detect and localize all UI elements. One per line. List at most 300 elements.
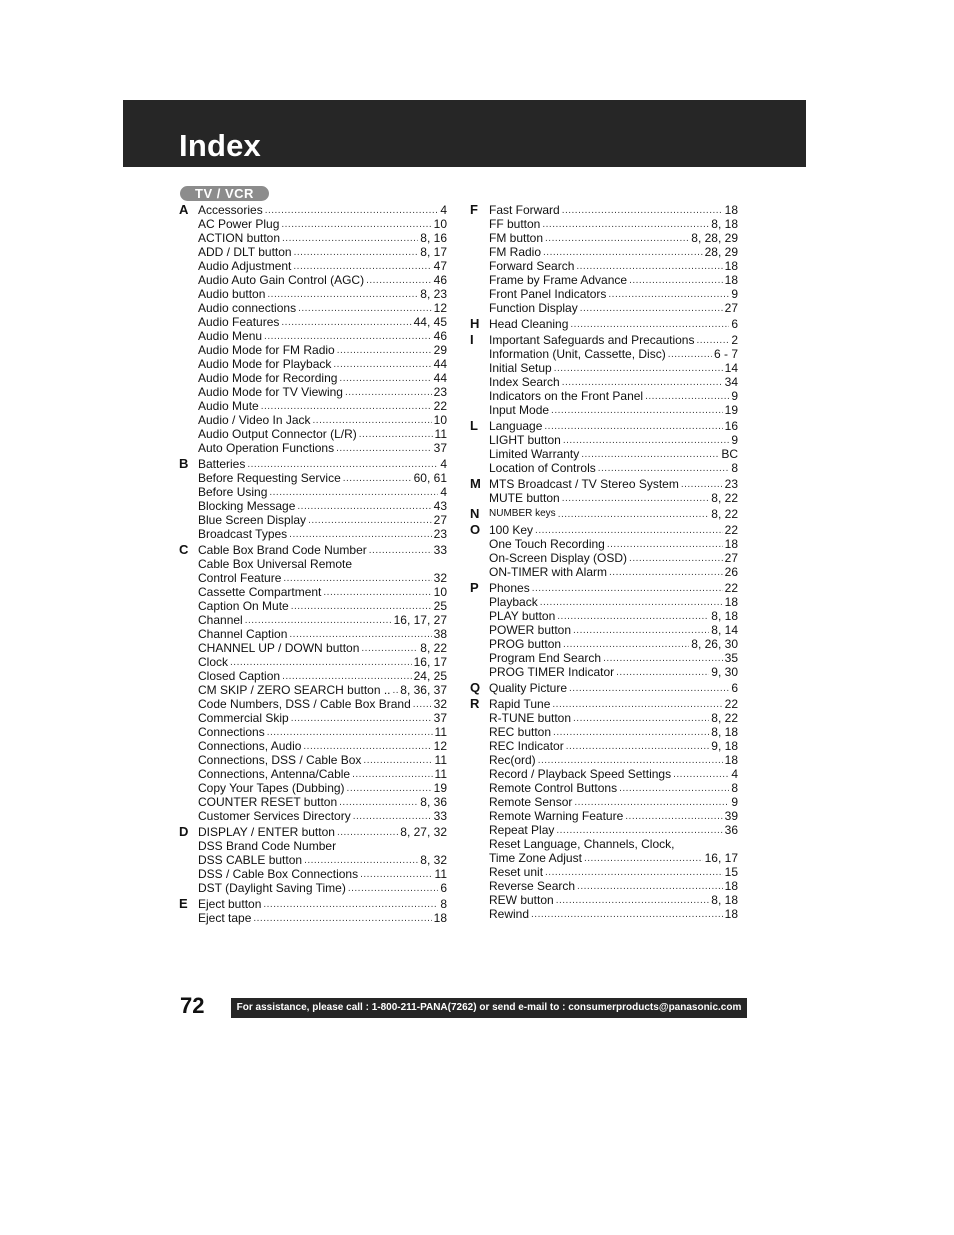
- entry-term: One Touch Recording: [489, 537, 605, 551]
- entry-term: LIGHT button: [489, 433, 561, 447]
- entry-term: Program End Search: [489, 651, 602, 665]
- entry-page: 37: [433, 711, 447, 725]
- entry-term: FM Radio: [489, 245, 542, 259]
- entry-term: Code Numbers, DSS / Cable Box Brand: [198, 697, 411, 711]
- entry-term: Eject button: [198, 897, 262, 911]
- index-entry: [198, 853, 447, 867]
- dot-leader: [247, 459, 438, 471]
- entry-term: Copy Your Tapes (Dubbing): [198, 781, 345, 795]
- dot-leader: [304, 855, 418, 867]
- entry-term: Rec(ord): [489, 753, 536, 767]
- index-entry: [489, 537, 738, 551]
- dot-leader: [298, 303, 432, 315]
- letter-group-c: [179, 543, 447, 823]
- entry-page: 8: [731, 461, 738, 475]
- entry-term: Closed Caption: [198, 669, 281, 683]
- entry-page: 18: [724, 273, 738, 287]
- entry-term: Blocking Message: [198, 499, 296, 513]
- dot-leader: [608, 289, 729, 301]
- dot-leader: [323, 587, 431, 599]
- entry-term: Audio Mode for Playback: [198, 357, 332, 371]
- entry-term: Playback: [489, 595, 538, 609]
- index-entry: [489, 317, 738, 331]
- index-entry: [489, 523, 738, 537]
- index-entry: [489, 637, 738, 651]
- dot-leader: [336, 443, 432, 455]
- dot-leader: [253, 913, 431, 925]
- letter-group-e: [179, 897, 447, 925]
- index-entry: [198, 273, 447, 287]
- entry-page: 34: [724, 375, 738, 389]
- entry-page: 9: [731, 433, 738, 447]
- entry-page: 44: [433, 371, 447, 385]
- entry-page: 8, 18: [711, 893, 738, 907]
- dot-leader: [265, 205, 439, 217]
- index-entry: [489, 809, 738, 823]
- dot-leader: [545, 233, 689, 245]
- entry-term: Audio Features: [198, 315, 280, 329]
- index-entry: [489, 287, 738, 301]
- dot-leader: [566, 741, 710, 753]
- index-letter: L: [470, 418, 478, 433]
- entry-page: 32: [433, 571, 447, 585]
- index-entry: [198, 627, 447, 641]
- index-entry: [489, 767, 738, 781]
- dot-leader: [545, 867, 723, 879]
- index-entry: [489, 333, 738, 347]
- index-entry: [489, 477, 738, 491]
- dot-leader: [629, 553, 723, 565]
- entry-term: DSS CABLE button: [198, 853, 303, 867]
- entry-page: 11: [434, 725, 447, 739]
- entry-term: Head Cleaning: [489, 317, 569, 331]
- index-entry: [489, 375, 738, 389]
- entry-term: Connections: [198, 725, 265, 739]
- entry-term: Information (Unit, Cassette, Disc): [489, 347, 666, 361]
- entry-term: Quality Picture: [489, 681, 568, 695]
- index-column-left: [179, 203, 447, 927]
- letter-group-d: [179, 825, 447, 895]
- dot-leader: [360, 869, 432, 881]
- entry-page: 32: [433, 697, 447, 711]
- entry-page: 4: [731, 767, 738, 781]
- index-entry: [489, 795, 738, 809]
- index-entry: [198, 457, 447, 471]
- dot-leader: [607, 539, 723, 551]
- index-entry: [489, 725, 738, 739]
- index-entry: [198, 513, 447, 527]
- dot-leader: [609, 567, 723, 579]
- page-number: 72: [180, 993, 205, 1018]
- dot-leader: [281, 219, 431, 231]
- dot-leader: [339, 797, 418, 809]
- entry-term: Customer Services Directory: [198, 809, 351, 823]
- dot-leader: [297, 501, 431, 513]
- dot-leader: [230, 657, 412, 669]
- entry-page: 19: [724, 403, 738, 417]
- index-entry: [198, 753, 447, 767]
- letter-group-r: [470, 697, 738, 921]
- index-entry: [489, 739, 738, 753]
- entry-term: Audio Menu: [198, 329, 263, 343]
- index-entry: [198, 343, 447, 357]
- letter-group-l: [470, 419, 738, 475]
- entry-page: 9, 18: [711, 739, 738, 753]
- entry-page: 4: [440, 457, 447, 471]
- entry-term: Repeat Play: [489, 823, 555, 837]
- index-letter: E: [179, 896, 188, 911]
- index-entry: [489, 865, 738, 879]
- entry-term: Batteries: [198, 457, 246, 471]
- index-letter: Q: [470, 680, 481, 695]
- entry-page: 11: [434, 753, 447, 767]
- entry-term: MTS Broadcast / TV Stereo System: [489, 477, 679, 491]
- index-entry: [489, 491, 738, 505]
- entry-page: 22: [724, 697, 738, 711]
- entry-page: 18: [724, 259, 738, 273]
- index-letter: H: [470, 316, 480, 331]
- entry-page: 27: [724, 551, 738, 565]
- index-entry: [489, 301, 738, 315]
- entry-page: 60, 61: [413, 471, 447, 485]
- entry-page: 8, 22: [711, 711, 738, 725]
- entry-page: 8, 22: [420, 641, 447, 655]
- index-entry: [198, 809, 447, 823]
- dot-leader: [681, 479, 723, 491]
- entry-term: On-Screen Display (OSD): [489, 551, 628, 565]
- entry-page: 11: [434, 767, 447, 781]
- entry-term: Important Safeguards and Precautions: [489, 333, 695, 347]
- entry-page: 46: [433, 329, 447, 343]
- index-entry: [489, 447, 738, 461]
- entry-term: Connections, Antenna/Cable: [198, 767, 351, 781]
- entry-term: Before Using: [198, 485, 268, 499]
- dot-leader: [573, 625, 709, 637]
- index-entry: [489, 753, 738, 767]
- entry-term: FF button: [489, 217, 541, 231]
- entry-term: Limited Warranty: [489, 447, 580, 461]
- entry-page: 8, 18: [711, 609, 738, 623]
- entry-page: 11: [434, 427, 447, 441]
- entry-page: 23: [724, 477, 738, 491]
- dot-leader: [269, 487, 438, 499]
- index-entry: [198, 613, 447, 627]
- entry-term: Initial Setup: [489, 361, 552, 375]
- entry-page: 19: [433, 781, 447, 795]
- entry-term: Connections, DSS / Cable Box: [198, 753, 362, 767]
- dot-leader: [343, 473, 412, 485]
- entry-term: Phones: [489, 581, 530, 595]
- index-entry: [198, 329, 447, 343]
- entry-term: Rapid Tune: [489, 697, 551, 711]
- index-entry: [489, 273, 738, 287]
- dot-leader: [616, 667, 709, 679]
- index-entry: [198, 259, 447, 273]
- index-entry: [489, 403, 738, 417]
- index-entry: [489, 433, 738, 447]
- dot-leader: [562, 205, 723, 217]
- entry-page: 4: [440, 485, 447, 499]
- entry-term: Audio Adjustment: [198, 259, 292, 273]
- index-letter: D: [179, 824, 189, 839]
- entry-page: 18: [724, 595, 738, 609]
- letter-group-a: [179, 203, 447, 455]
- entry-term: Remote Warning Feature: [489, 809, 624, 823]
- index-entry: [198, 725, 447, 739]
- entry-page: 12: [433, 739, 447, 753]
- entry-term: Audio Auto Gain Control (AGC): [198, 273, 365, 287]
- entry-page: 8, 28, 29: [691, 231, 738, 245]
- entry-page: 6 - 7: [713, 347, 738, 361]
- index-entry: [489, 681, 738, 695]
- entry-page: 38: [433, 627, 447, 641]
- entry-term: 100 Key: [489, 523, 534, 537]
- dot-leader: [569, 683, 729, 695]
- entry-page: 18: [724, 537, 738, 551]
- index-entry: [489, 389, 738, 403]
- index-column-right: [470, 203, 738, 923]
- entry-term: Audio Output Connector (L/R): [198, 427, 357, 441]
- entry-page: 9: [731, 389, 738, 403]
- index-entry: [198, 739, 447, 753]
- dot-leader: [553, 727, 709, 739]
- dot-leader: [552, 699, 722, 711]
- index-entry: [198, 315, 447, 329]
- dot-leader: [540, 597, 723, 609]
- index-letter: N: [470, 506, 480, 521]
- dot-leader: [337, 827, 398, 839]
- entry-term: Control Feature: [198, 571, 282, 585]
- entry-page: 25: [433, 599, 447, 613]
- entry-page: 6: [731, 317, 738, 331]
- index-entry: [489, 507, 738, 521]
- dot-leader: [562, 377, 723, 389]
- dot-leader: [581, 449, 719, 461]
- entry-page: 8, 18: [711, 217, 738, 231]
- index-entry: [198, 781, 447, 795]
- entry-term: Audio Mode for Recording: [198, 371, 338, 385]
- dot-leader: [267, 727, 433, 739]
- dot-leader: [245, 615, 392, 627]
- entry-term: Commercial Skip: [198, 711, 289, 725]
- page-title: Index: [179, 128, 261, 163]
- dot-leader: [580, 303, 723, 315]
- entry-term: Reverse Search: [489, 879, 576, 893]
- entry-term: NUMBER keys: [489, 508, 556, 519]
- dot-leader: [668, 349, 712, 361]
- entry-page: 24, 25: [413, 669, 447, 683]
- index-entry: [489, 823, 738, 837]
- dot-leader: [673, 769, 729, 781]
- index-entry: [489, 581, 738, 595]
- entry-page: 8: [731, 781, 738, 795]
- entry-term: Connections, Audio: [198, 739, 302, 753]
- entry-term: Audio Mute: [198, 399, 259, 413]
- entry-term: Function Display: [489, 301, 578, 315]
- entry-term: Index Search: [489, 375, 560, 389]
- index-entry: [489, 231, 738, 245]
- index-entry: [198, 839, 447, 853]
- dot-leader: [366, 275, 432, 287]
- index-entry: [198, 217, 447, 231]
- index-letter: I: [470, 332, 474, 347]
- entry-page: 10: [433, 585, 447, 599]
- footer-bar: [231, 998, 747, 1018]
- index-letter: A: [179, 202, 189, 217]
- entry-page: 9, 30: [711, 665, 738, 679]
- dot-leader: [645, 391, 729, 403]
- index-entry: [198, 697, 447, 711]
- dot-leader: [393, 685, 399, 697]
- entry-page: 37: [433, 441, 447, 455]
- dot-leader: [538, 755, 723, 767]
- entry-page: 12: [433, 301, 447, 315]
- entry-term: DSS Brand Code Number: [198, 839, 337, 853]
- index-entry: [489, 711, 738, 725]
- entry-term: DISPLAY / ENTER button: [198, 825, 335, 839]
- entry-term: POWER button: [489, 623, 572, 637]
- entry-term: Audio connections: [198, 301, 297, 315]
- index-entry: [489, 461, 738, 475]
- index-entry: [198, 881, 447, 895]
- dot-leader: [308, 515, 432, 527]
- index-entry: [198, 655, 447, 669]
- entry-term: Auto Operation Functions: [198, 441, 335, 455]
- entry-term: MUTE button: [489, 491, 560, 505]
- entry-page: 8, 23: [420, 287, 447, 301]
- index-entry: [489, 595, 738, 609]
- index-entry: [198, 543, 447, 557]
- letter-group-n: [470, 507, 738, 521]
- index-entry: [489, 697, 738, 711]
- entry-page: 44: [433, 357, 447, 371]
- dot-leader: [696, 335, 729, 347]
- entry-term: REW button: [489, 893, 554, 907]
- entry-term: Channel: [198, 613, 243, 627]
- dot-leader: [261, 401, 432, 413]
- dot-leader: [353, 811, 432, 823]
- entry-page: 36: [724, 823, 738, 837]
- entry-term: REC button: [489, 725, 552, 739]
- header-bar: [123, 100, 806, 167]
- entry-term: Clock: [198, 655, 229, 669]
- dot-leader: [556, 825, 722, 837]
- index-entry: [489, 245, 738, 259]
- letter-group-q: [470, 681, 738, 695]
- index-entry: [198, 485, 447, 499]
- dot-leader: [563, 435, 729, 447]
- index-entry: [198, 357, 447, 371]
- entry-term: Fast Forward: [489, 203, 560, 217]
- index-entry: [198, 301, 447, 315]
- entry-term: REC Indicator: [489, 739, 564, 753]
- entry-term: PROG TIMER Indicator: [489, 665, 615, 679]
- index-entry: [198, 413, 447, 427]
- index-entry: [198, 441, 447, 455]
- entry-page: 18: [724, 203, 738, 217]
- index-entry: [198, 867, 447, 881]
- dot-leader: [281, 317, 411, 329]
- dot-leader: [293, 261, 431, 273]
- index-entry: [489, 551, 738, 565]
- dot-leader: [283, 573, 431, 585]
- dot-leader: [544, 421, 722, 433]
- entry-page: 46: [433, 273, 447, 287]
- entry-term: Audio Mode for TV Viewing: [198, 385, 343, 399]
- entry-page: 33: [433, 809, 447, 823]
- index-entry: [489, 879, 738, 893]
- dot-leader: [531, 909, 723, 921]
- entry-page: 35: [724, 651, 738, 665]
- entry-page: 16, 17: [413, 655, 447, 669]
- entry-page: 8, 26, 30: [691, 637, 738, 651]
- entry-term: Blue Screen Display: [198, 513, 307, 527]
- index-letter: M: [470, 476, 481, 491]
- index-entry: [198, 795, 447, 809]
- index-entry: [198, 499, 447, 513]
- letter-group-o: [470, 523, 738, 579]
- dot-leader: [603, 653, 723, 665]
- entry-page: 44, 45: [413, 315, 447, 329]
- entry-term: ACTION button: [198, 231, 281, 245]
- entry-page: 8, 36: [420, 795, 447, 809]
- entry-page: 26: [724, 565, 738, 579]
- dot-leader: [282, 671, 412, 683]
- entry-page: 16, 17, 27: [393, 613, 447, 627]
- entry-page: 28, 29: [704, 245, 738, 259]
- index-entry: [489, 893, 738, 907]
- entry-term: Caption On Mute: [198, 599, 289, 613]
- dot-leader: [570, 319, 729, 331]
- entry-term: Remote Control Buttons: [489, 781, 618, 795]
- index-entry: [489, 203, 738, 217]
- entry-term: ON-TIMER with Alarm: [489, 565, 608, 579]
- entry-term: DSS / Cable Box Connections: [198, 867, 359, 881]
- dot-leader: [289, 629, 431, 641]
- entry-term: Language: [489, 419, 543, 433]
- entry-page: 22: [724, 581, 738, 595]
- index-entry: [198, 897, 447, 911]
- entry-term: Audio Mode for FM Radio: [198, 343, 335, 357]
- dot-leader: [291, 601, 432, 613]
- dot-leader: [563, 639, 689, 651]
- entry-term: Indicators on the Front Panel: [489, 389, 644, 403]
- index-entry: [198, 599, 447, 613]
- entry-page: 14: [724, 361, 738, 375]
- entry-page: 9: [731, 287, 738, 301]
- dot-leader: [551, 405, 723, 417]
- dot-leader: [345, 387, 432, 399]
- index-entry: [489, 851, 738, 865]
- dot-leader: [542, 219, 709, 231]
- letter-group-f: [470, 203, 738, 315]
- entry-term: Time Zone Adjust: [489, 851, 582, 865]
- index-entry: [489, 419, 738, 433]
- dot-leader: [598, 463, 730, 475]
- entry-page: 43: [433, 499, 447, 513]
- entry-page: 29: [433, 343, 447, 357]
- dot-leader: [573, 713, 709, 725]
- entry-page: 18: [724, 907, 738, 921]
- entry-term: AC Power Plug: [198, 217, 280, 231]
- index-entry: [198, 371, 447, 385]
- dot-leader: [267, 289, 418, 301]
- entry-term: Accessories: [198, 203, 263, 217]
- index-entry: [198, 245, 447, 259]
- index-letter: C: [179, 542, 189, 557]
- index-entry: [198, 527, 447, 541]
- entry-page: 22: [724, 523, 738, 537]
